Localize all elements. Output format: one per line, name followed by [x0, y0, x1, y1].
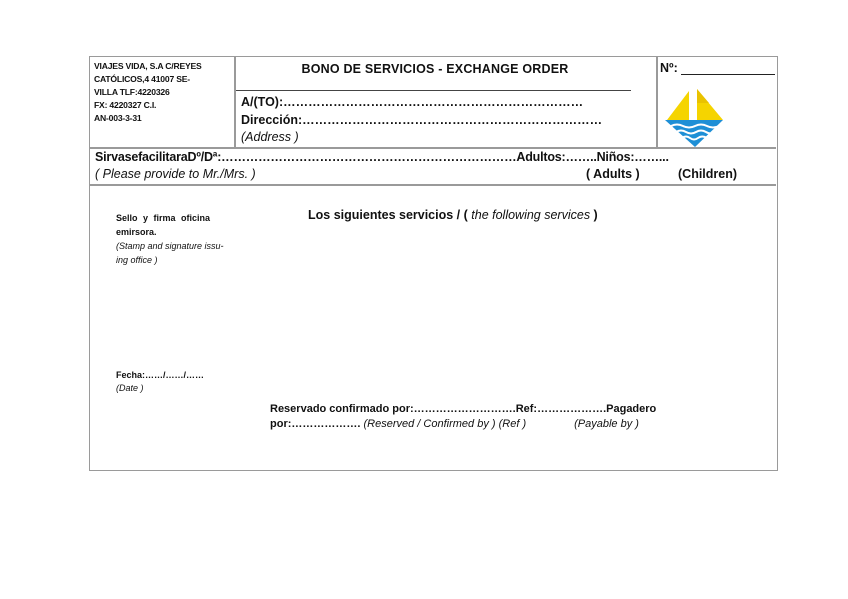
- sailboat-logo-icon: [659, 89, 729, 149]
- adults-label-en: ( Adults ): [586, 167, 640, 181]
- date-field[interactable]: Fecha:……/……/……: [116, 370, 205, 380]
- services-label-en: the following services: [471, 208, 591, 222]
- form-title: BONO DE SERVICIOS - EXCHANGE ORDER: [301, 62, 569, 76]
- company-line: FX: 4220327 C.I.: [94, 100, 157, 110]
- address-label-en: (Address ): [241, 130, 299, 144]
- date-label-en: (Date ): [116, 383, 144, 393]
- company-line: VIAJES VIDA, S.A C/REYES: [94, 61, 202, 71]
- stamp-label-en-cont: ing office ): [116, 255, 158, 265]
- reserved-label-en: (Reserved / Confirmed by ): [363, 418, 496, 430]
- reserved-by-field[interactable]: por:……………….: [270, 418, 364, 430]
- payable-label-en: (Payable by ): [574, 418, 639, 430]
- to-field[interactable]: A/(TO):………………………………………………………………: [241, 95, 584, 109]
- provide-field[interactable]: SirvasefacilitaraDº/Dª:………………………………………………………………Adultos:……..Niños:……...: [95, 150, 669, 164]
- number-label: Nº:: [660, 61, 678, 75]
- stamp-signature-area: [116, 211, 256, 267]
- ref-label-en: (Ref ): [495, 418, 527, 430]
- stamp-label-cont: emirsora.: [116, 227, 157, 237]
- company-line: AN-003-3-31: [94, 113, 142, 123]
- stamp-label: Sello y firma oficina: [116, 213, 211, 223]
- reserved-line2: [270, 417, 656, 432]
- company-line: VILLA TLF:4220326: [94, 87, 170, 97]
- reserved-field[interactable]: Reservado confirmado por:……………………….Ref:……………….Pagadero: [270, 403, 657, 415]
- services-label-es: Los siguientes servicios / (: [308, 208, 472, 222]
- divider-provide: [90, 184, 776, 186]
- divider-number: [656, 57, 658, 147]
- stamp-label-en: (Stamp and signature issu-: [116, 241, 224, 251]
- services-label-close: ): [590, 208, 598, 222]
- address-field[interactable]: Dirección:………………………………………………………………: [241, 113, 603, 127]
- services-heading: [308, 208, 598, 222]
- provide-label-en: ( Please provide to Mr./Mrs. ): [95, 167, 256, 181]
- children-label-en: (Children): [678, 167, 738, 181]
- company-line: CATÓLICOS,4 41007 SE-: [94, 74, 190, 84]
- reserved-confirmed-block: [270, 402, 656, 432]
- title-underline: [236, 90, 631, 91]
- number-field[interactable]: [681, 74, 775, 75]
- exchange-order-form: [89, 56, 778, 471]
- company-info: [94, 60, 234, 125]
